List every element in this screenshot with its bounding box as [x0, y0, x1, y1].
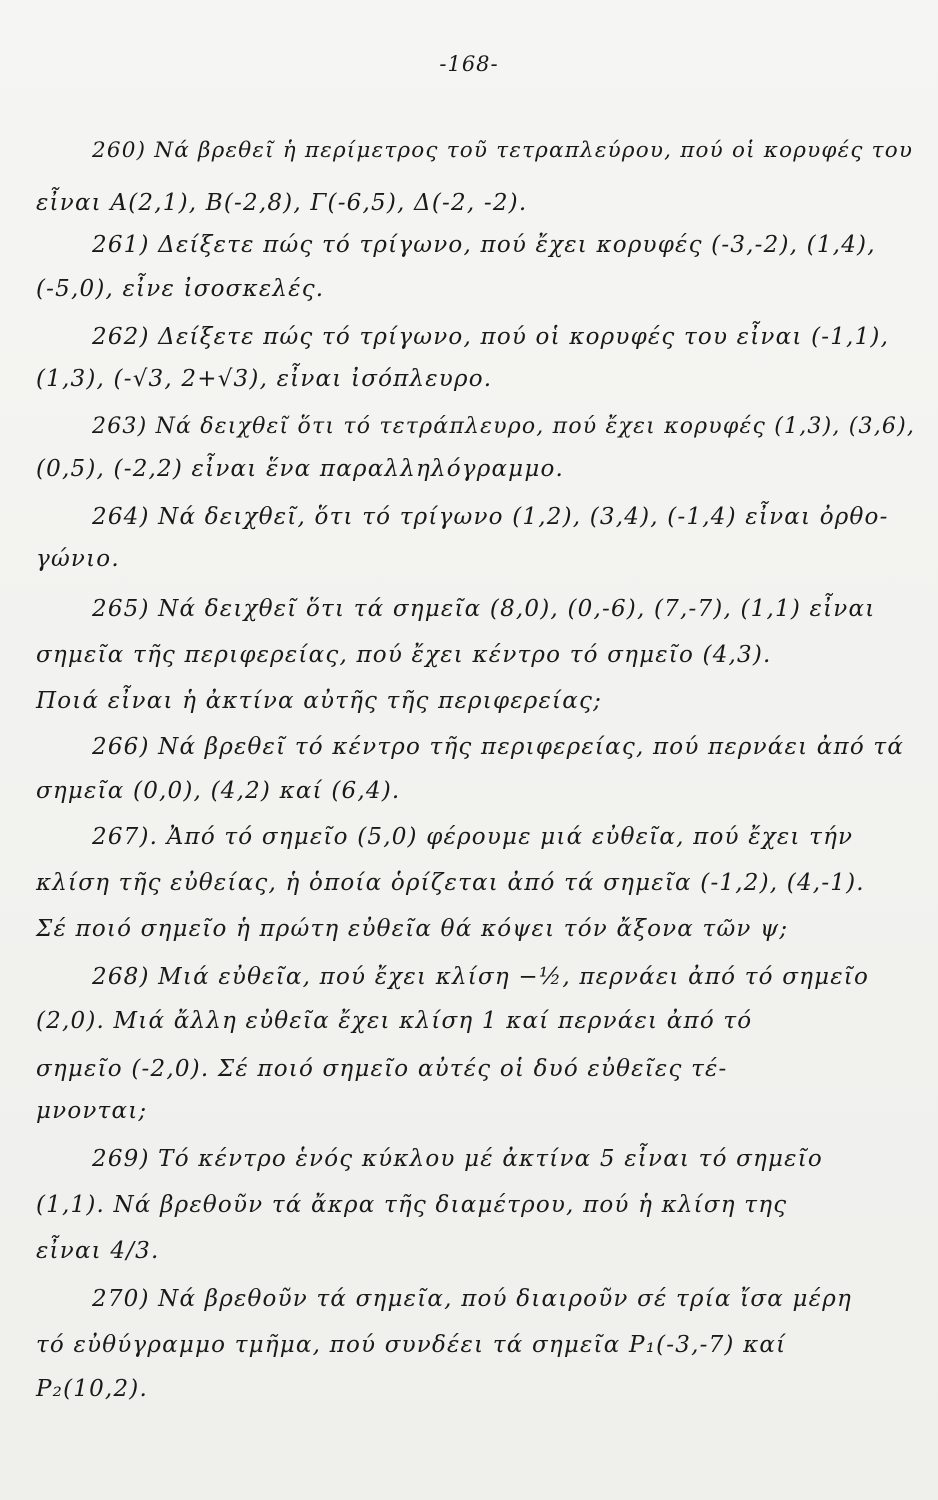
problem-267-line-1: 267). Ἀπό τό σημεῖο (5,0) φέρουμε μιά εὐθεῖα, πού ἔχει τήν [92, 824, 854, 850]
problem-262-line-1: 262) Δείξετε πώς τό τρίγωνο, πού οἱ κορυφές του εἶναι (-1,1), [92, 324, 890, 350]
problem-262-line-2: (1,3), (-√3, 2+√3), εἶναι ἰσόπλευρο. [36, 366, 493, 392]
problem-266-line-1: 266) Νά βρεθεῖ τό κέντρο τῆς περιφερείας, πού περνάει ἀπό τά [92, 734, 905, 760]
problem-270-line-3: P₂(10,2). [36, 1376, 148, 1402]
problem-261-line-2: (-5,0), εἶνε ἰσοσκελές. [36, 276, 325, 302]
problem-264-line-2: γώνιο. [36, 546, 120, 572]
problem-268-line-1: 268) Μιά εὐθεῖα, πού ἔχει κλίση −½, περνάει ἀπό τό σημεῖο [92, 964, 870, 990]
problem-265-line-1: 265) Νά δειχθεῖ ὅτι τά σημεῖα (8,0), (0,-6), (7,-7), (1,1) εἶναι [92, 596, 876, 622]
problem-266-line-2: σημεῖα (0,0), (4,2) καί (6,4). [36, 778, 401, 804]
problem-260-line-1: 260) Νά βρεθεῖ ἡ περίμετρος τοῦ τετραπλεύρου, πού οἱ κορυφές του [92, 138, 914, 163]
problem-267-line-2: κλίση τῆς εὐθείας, ἡ ὁποία ὁρίζεται ἀπό τά σημεῖα (-1,2), (4,-1). [36, 870, 865, 896]
problem-263-line-2: (0,5), (-2,2) εἶναι ἕνα παραλληλόγραμμο. [36, 456, 565, 482]
problem-267-line-3: Σέ ποιό σημεῖο ἡ πρώτη εὐθεῖα θά κόψει τόν ἄξονα τῶν ψ; [36, 916, 789, 942]
problem-265-line-2: σημεῖα τῆς περιφερείας, πού ἔχει κέντρο τό σημεῖο (4,3). [36, 642, 772, 668]
problem-260-line-2: εἶναι A(2,1), B(-2,8), Γ(-6,5), Δ(-2, -2). [36, 190, 528, 216]
problem-265-line-3: Ποιά εἶναι ἡ ἀκτίνα αὐτῆς τῆς περιφερείας; [36, 688, 603, 714]
problem-269-line-2: (1,1). Νά βρεθοῦν τά ἄκρα τῆς διαμέτρου, πού ἡ κλίση της [36, 1192, 788, 1218]
problem-269-line-3: εἶναι 4/3. [36, 1238, 160, 1264]
problem-270-line-1: 270) Νά βρεθοῦν τά σημεῖα, πού διαιροῦν σέ τρία ἴσα μέρη [92, 1286, 852, 1312]
problem-268-line-4: μνονται; [36, 1098, 148, 1124]
problem-261-line-1: 261) Δείξετε πώς τό τρίγωνο, πού ἔχει κορυφές (-3,-2), (1,4), [92, 232, 876, 258]
problem-264-line-1: 264) Νά δειχθεῖ, ὅτι τό τρίγωνο (1,2), (3,4), (-1,4) εἶναι ὀρθο- [92, 504, 889, 530]
page-number: -168- [439, 52, 499, 76]
problem-263-line-1: 263) Νά δειχθεῖ ὅτι τό τετράπλευρο, πού ἔχει κορυφές (1,3), (3,6), [92, 414, 916, 439]
problem-269-line-1: 269) Τό κέντρο ἑνός κύκλου μέ ἀκτίνα 5 εἶναι τό σημεῖο [92, 1146, 823, 1172]
problem-270-line-2: τό εὐθύγραμμο τμῆμα, πού συνδέει τά σημεῖα P₁(-3,-7) καί [36, 1332, 787, 1358]
problem-268-line-3: σημεῖο (-2,0). Σέ ποιό σημεῖο αὐτές οἱ δυό εὐθεῖες τέ- [36, 1056, 728, 1082]
problem-268-line-2: (2,0). Μιά ἄλλη εὐθεῖα ἔχει κλίση 1 καί περνάει ἀπό τό [36, 1008, 753, 1034]
